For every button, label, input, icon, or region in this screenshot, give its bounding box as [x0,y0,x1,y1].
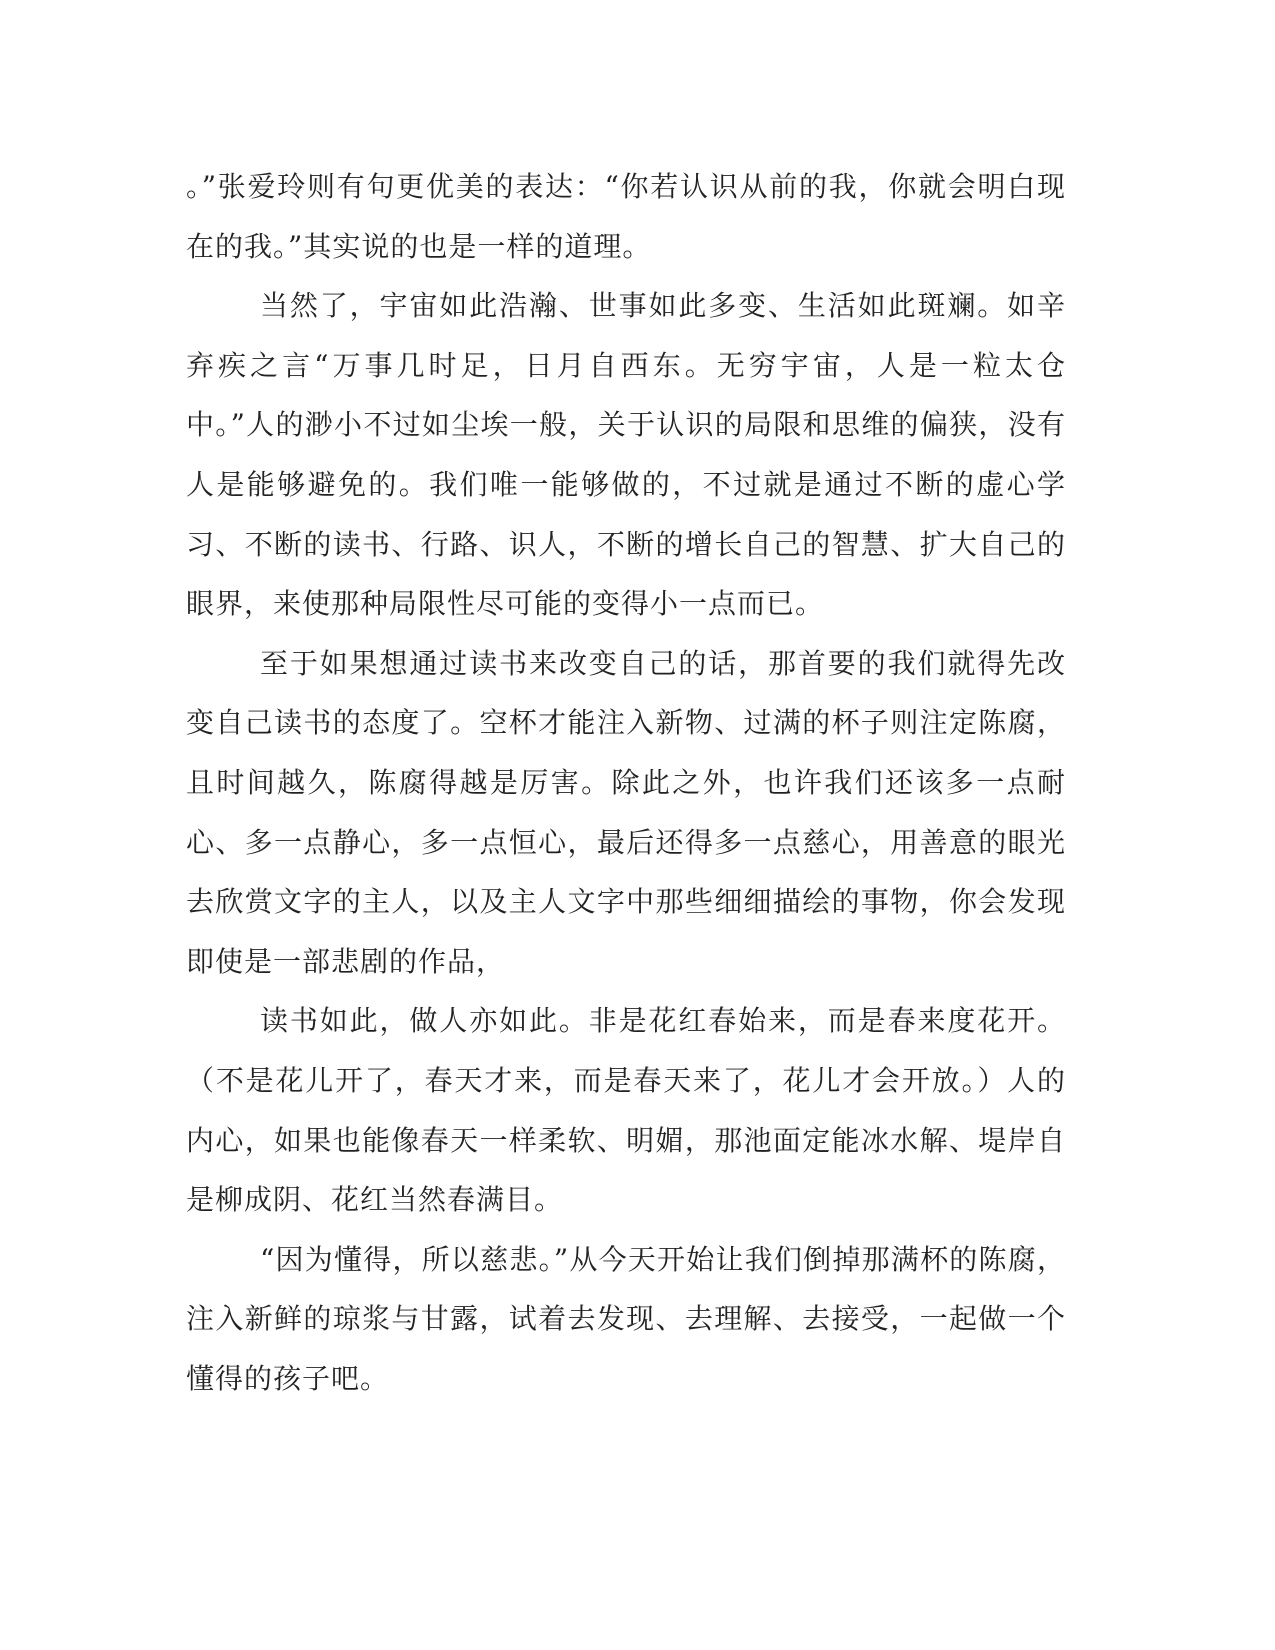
paragraph-reading-attitude: 至于如果想通过读书来改变自己的话，那首要的我们就得先改变自己读书的态度了。空杯才能注入新物、过满的杯子则注定陈腐，且时间越久，陈腐得越是厉害。除此之外，也许我们还该多一点耐心、多一点静心，多一点恒心，最后还得多一点慈心，用善意的眼光去欣赏文字的主人，以及主人文字中那些细细描绘的事物，你会发现即使是一部悲剧的作品， [186,646,1066,978]
paragraph-continuation: 。”张爱玲则有句更优美的表达：“你若认识从前的我，你就会明白现在的我。”其实说的也是一样的道理。 [186,170,1066,263]
paragraph-universe: 当然了，宇宙如此浩瀚、世事如此多变、生活如此斑斓。如辛弃疾之言“万事几时足，日月自西东。无穷宇宙，人是一粒太仓中。”人的渺小不过如尘埃一般，关于认识的局限和思维的偏狭，没有人是能够避免的。我们唯一能够做的，不过就是通过不断的虚心学习、不断的读书、行路、识人，不断的增长自己的智慧、扩大自己的眼界，来使那种局限性尽可能的变得小一点而已。 [186,289,1066,621]
paragraph-closing: “因为懂得，所以慈悲。”从今天开始让我们倒掉那满杯的陈腐，注入新鲜的琼浆与甘露，试着去发现、去理解、去接受，一起做一个懂得的孩子吧。 [186,1242,1066,1395]
document-body [186,157,1066,1408]
paragraph-spring: 读书如此，做人亦如此。非是花红春始来，而是春来度花开。（不是花儿开了，春天才来，而是春天来了，花儿才会开放。）人的内心，如果也能像春天一样柔软、明媚，那池面定能冰水解、堤岸自是柳成阴、花红当然春满目。 [186,1004,1066,1217]
